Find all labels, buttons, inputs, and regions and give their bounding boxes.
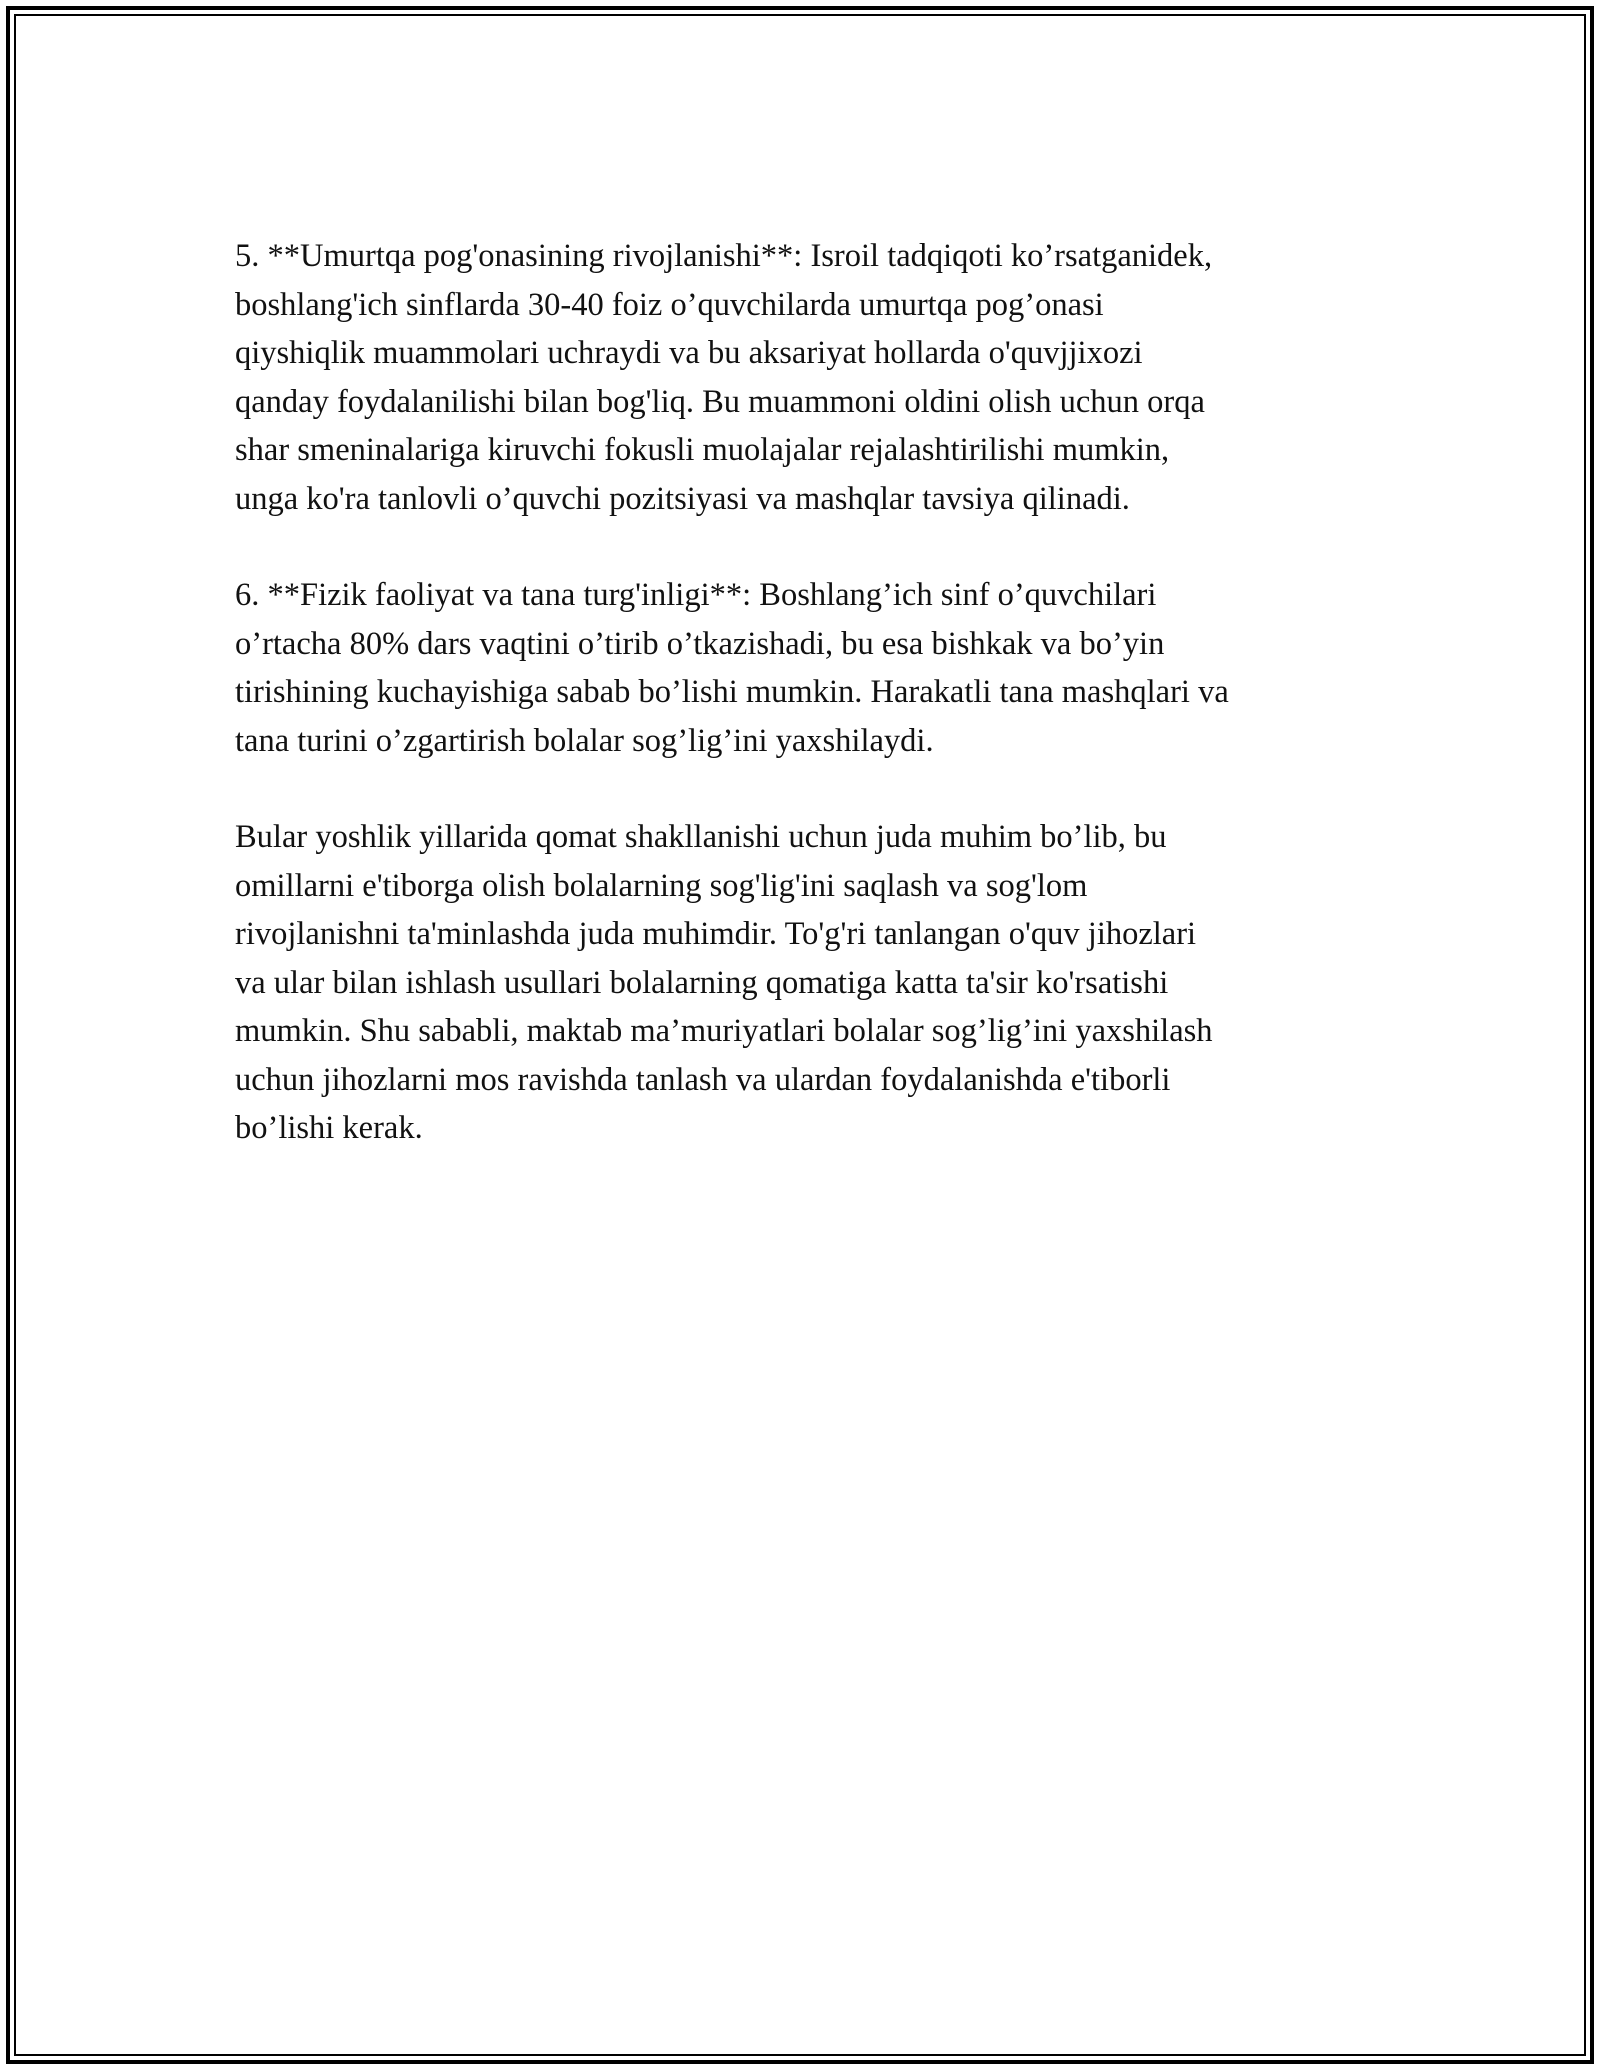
paragraph-physical-activity: 6. **Fizik faoliyat va tana turg'inligi**: Boshlang’ich sinf o’quvchilari o’rtacha 80% dars vaqtini o’tirib o’tkazishadi, bu esa bishkak va bo’yin tirishining kuchayishiga sabab bo’lishi mumkin. Harakatli tana mashqlari va tana turini o’zgartirish bolalar sog’lig’ini yaxshilaydi. (235, 577, 1229, 759)
paragraph-conclusion: Bular yoshlik yillarida qomat shakllanishi uchun juda muhim bo’lib, bu omillarni e'tiborga olish bolalarning sog'lig'ini saqlash va sog'lom rivojlanishni ta'minlashda juda muhimdir. To'g'ri tanlangan o'quv jihozlari va ular bilan ishlash usullari bolalarning qomatiga katta ta'sir ko'rsatishi mumkin. Shu sababli, maktab ma’muriyatlari bolalar sog’lig’ini yaxshilash uchun jihozlarni mos ravishda tanlash va ulardan foydalanishda e'tiborli bo’lishi kerak. (235, 819, 1213, 1146)
paragraph-spine-development: 5. **Umurtqa pog'onasining rivojlanishi**: Isroil tadqiqoti ko’rsatganidek, boshlang'ich sinflarda 30-40 foiz o’quvchilarda umurtqa pog’onasi qiyshiqlik muammolari uchraydi va bu aksariyat hollarda o'quvjjixozi qanday foydalanilishi bilan bog'liq. Bu muammoni oldini olish uchun orqa shar smeninalariga kiruvchi fokusli muolajalar rejalashtirilishi mumkin, unga ko'ra tanlovli o’quvchi pozitsiyasi va mashqlar tavsiya qilinadi. (235, 238, 1213, 517)
document-body (235, 232, 1375, 1201)
